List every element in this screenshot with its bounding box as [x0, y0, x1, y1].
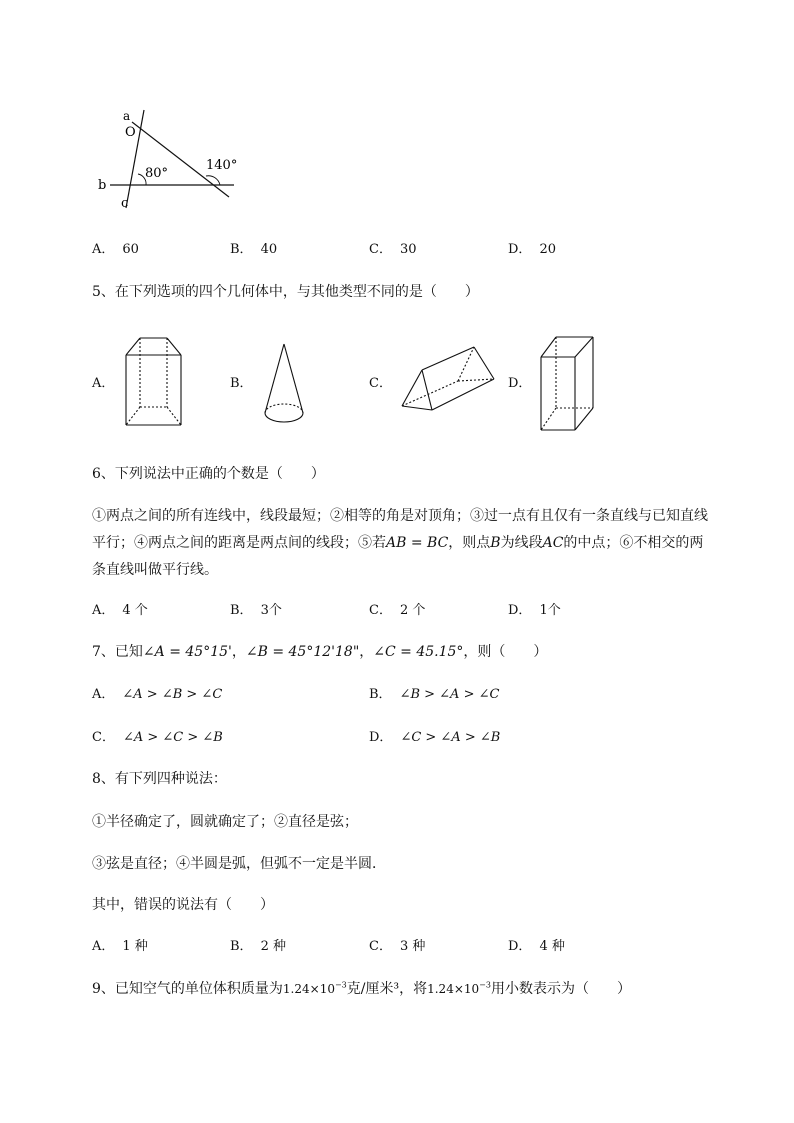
q7-option-c[interactable]: C． ∠A > ∠C > ∠B [92, 730, 223, 745]
math-number-1: 1.24×10 [282, 982, 335, 996]
q5-stem: 5、在下列选项的四个几何体中，与其他类型不同的是（ ） [92, 284, 479, 300]
q6-option-a[interactable]: A． 4 个 [92, 603, 148, 618]
angle-140-label: 140° [206, 158, 238, 173]
rectangular-prism-icon [538, 335, 596, 433]
q4-angle-figure [92, 108, 242, 212]
q4-option-c[interactable]: C． 30 [369, 242, 417, 257]
q7-option-a[interactable]: A． ∠A > ∠B > ∠C [92, 687, 223, 702]
q8-option-c[interactable]: C． 3 种 [369, 939, 426, 954]
q9-stem: 9、已知空气的单位体积质量为$1.24\times 10^{-3}$克/厘米³，将$1.24\times 10^{-3}$用小数表示为（ ） [92, 980, 631, 997]
q6-line-2: 平行；④两点之间的距离是两点间的线段；⑤若AB = BC，则点B为线段AC的中点；⑥不相交的两 [92, 535, 704, 551]
q8-line-1: ①半径确定了，圆就确定了；②直径是弦； [92, 814, 358, 830]
q6-statements [92, 503, 782, 584]
angle-80-label: 80° [145, 166, 169, 181]
label-a: a [123, 109, 131, 123]
math-ab-equals-bc: AB = BC [386, 535, 449, 551]
q4-option-a[interactable]: A． 60 [92, 242, 139, 257]
label-b: b [98, 178, 107, 193]
q5-option-a-label[interactable]: A． [92, 376, 115, 391]
q8-stem: 8、有下列四种说法： [92, 771, 227, 787]
q8-line-3: 其中，错误的说法有（ ） [92, 897, 274, 913]
q6-stem: 6、下列说法中正确的个数是（ ） [92, 466, 325, 482]
math-number-2: 1.24×10 [427, 982, 480, 996]
q6-option-b[interactable]: B． 3个 [230, 603, 282, 618]
q4-option-d[interactable]: D． 20 [508, 242, 556, 257]
math-angle-a: ∠A = 45°15' [142, 644, 232, 660]
frustum-icon [122, 335, 184, 430]
q8-option-a[interactable]: A． 1 种 [92, 939, 148, 954]
q4-option-b[interactable]: B． 40 [230, 242, 278, 257]
math-point-b: B [490, 535, 501, 551]
q5-option-d-label[interactable]: D． [508, 376, 532, 391]
q5-option-b-label[interactable]: B． [230, 376, 253, 391]
q8-option-b[interactable]: B． 2 种 [230, 939, 286, 954]
cone-icon [262, 342, 306, 427]
label-o: O [125, 125, 136, 140]
triangular-prism-icon [398, 343, 498, 413]
q7-option-d[interactable]: D． ∠C > ∠A > ∠B [369, 730, 501, 745]
q7-option-b[interactable]: B． ∠B > ∠A > ∠C [369, 687, 500, 702]
q6-option-c[interactable]: C． 2 个 [369, 603, 426, 618]
q6-option-d[interactable]: D． 1个 [508, 603, 561, 618]
math-angle-c: ∠C = 45.15° [373, 644, 464, 660]
q5-option-c-label[interactable]: C． [369, 376, 392, 391]
q8-line-2: ③弦是直径；④半圆是弧，但弧不一定是半圆． [92, 856, 386, 872]
q6-line-1: ①两点之间的所有连线中，线段最短；②相等的角是对顶角；③过一点有且仅有一条直线与已知直线 [92, 508, 708, 524]
q8-option-d[interactable]: D． 4 种 [508, 939, 565, 954]
q7-stem: 7、已知∠A = 45°15'，∠B = 45°12'18"，∠C = 45.15°，则（ ） [92, 644, 548, 660]
q6-line-3: 条直线叫做平行线。 [92, 562, 218, 578]
math-segment-ac: AC [542, 535, 564, 551]
math-angle-b: ∠B = 45°12'18" [245, 644, 360, 660]
label-c: c [121, 196, 129, 211]
